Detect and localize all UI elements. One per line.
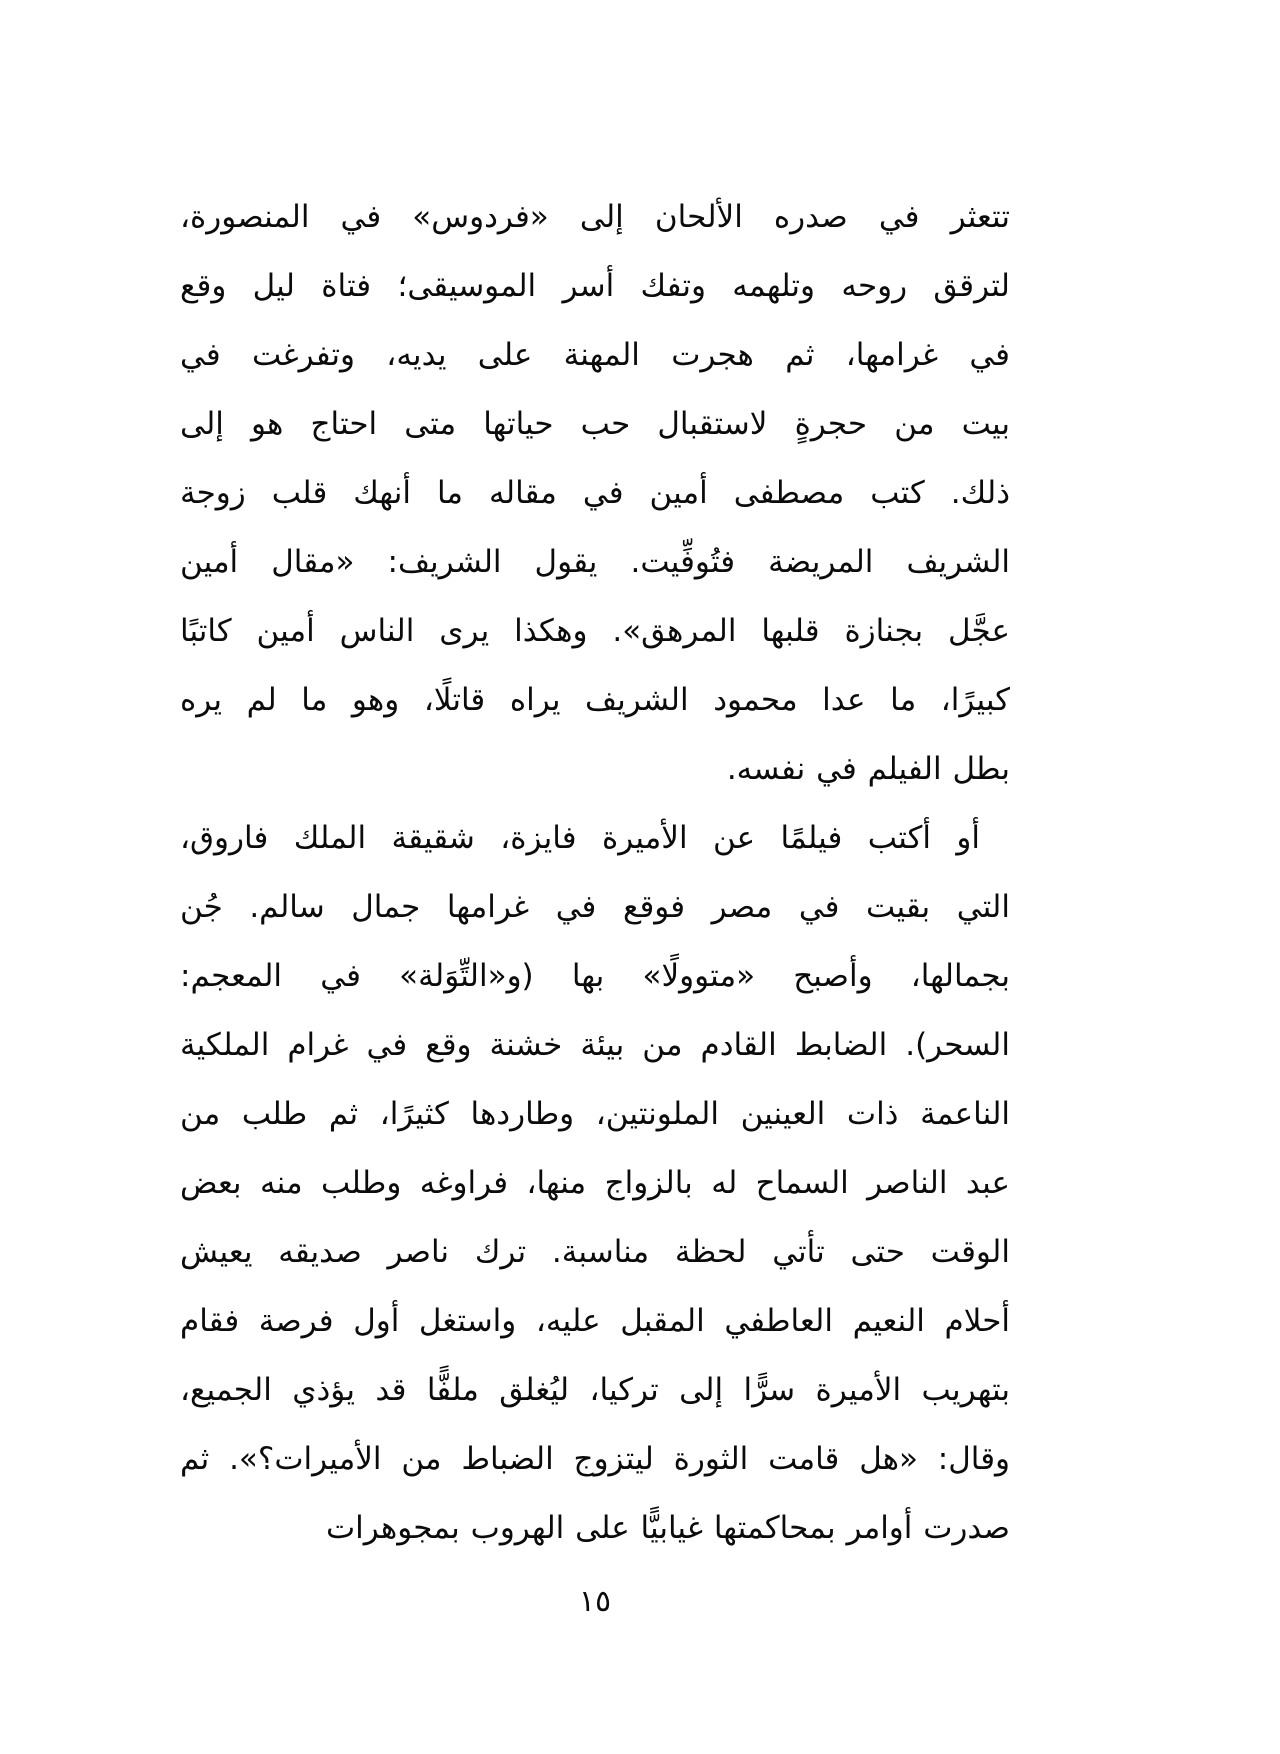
body-text-line: عجَّل بجنازة قلبها المرهق». وهكذا يرى الناس أمين كاتبًا — [180, 613, 1010, 649]
page-number: ١٥ — [578, 1584, 612, 1619]
body-text-line: أحلام النعيم العاطفي المقبل عليه، واستغل أول فرصة فقام — [180, 1303, 1010, 1339]
body-text-line-paragraph-end: بطل الفيلم في نفسه. — [726, 751, 1010, 787]
body-text-line: الوقت حتى تأتي لحظة مناسبة. ترك ناصر صديقه يعيش — [180, 1234, 1010, 1270]
body-text-line: كبيرًا، ما عدا محمود الشريف يراه قاتلًا، وهو ما لم يره — [180, 682, 1010, 718]
body-text-line: ذلك. كتب مصطفى أمين في مقاله ما أنهك قلب زوجة — [180, 475, 1010, 511]
body-text-line: الناعمة ذات العينين الملونتين، وطاردها كثيرًا، ثم طلب من — [180, 1096, 1010, 1132]
body-text-line: بجمالها، وأصبح «متوولًا» بها (و«التِّوَلة» في المعجم: — [180, 958, 1010, 994]
body-text-line-page-end: صدرت أوامر بمحاكمتها غيابيًّا على الهروب بمجوهرات — [325, 1510, 1010, 1546]
body-text-line: التي بقيت في مصر فوقع في غرامها جمال سالم. جُن — [180, 889, 1010, 925]
body-text-line: وقال: «هل قامت الثورة ليتزوج الضباط من الأميرات؟». ثم — [180, 1441, 1010, 1477]
body-text-line: لترقق روحه وتلهمه وتفك أسر الموسيقى؛ فتاة ليل وقع — [180, 268, 1010, 304]
body-text-block — [180, 183, 1010, 1563]
body-text-line: تتعثر في صدره الألحان إلى «فردوس» في المنصورة، — [180, 199, 1010, 235]
body-text-line: عبد الناصر السماح له بالزواج منها، فراوغه وطلب منه بعض — [180, 1165, 1010, 1201]
body-text-line: الشريف المريضة فتُوفِّيت. يقول الشريف: «مقال أمين — [180, 544, 1010, 580]
body-text-line: السحر). الضابط القادم من بيئة خشنة وقع في غرام الملكية — [180, 1027, 1010, 1063]
body-text-line: في غرامها، ثم هجرت المهنة على يديه، وتفرغت في — [180, 337, 1010, 373]
body-text-line: بيت من حجرةٍ لاستقبال حب حياتها متى احتاج هو إلى — [180, 406, 1010, 442]
body-text-line-paragraph-start: أو أكتب فيلمًا عن الأميرة فايزة، شقيقة الملك فاروق، — [180, 820, 980, 856]
body-text-line: بتهريب الأميرة سرًّا إلى تركيا، ليُغلق ملفًّا قد يؤذي الجميع، — [180, 1372, 1010, 1408]
